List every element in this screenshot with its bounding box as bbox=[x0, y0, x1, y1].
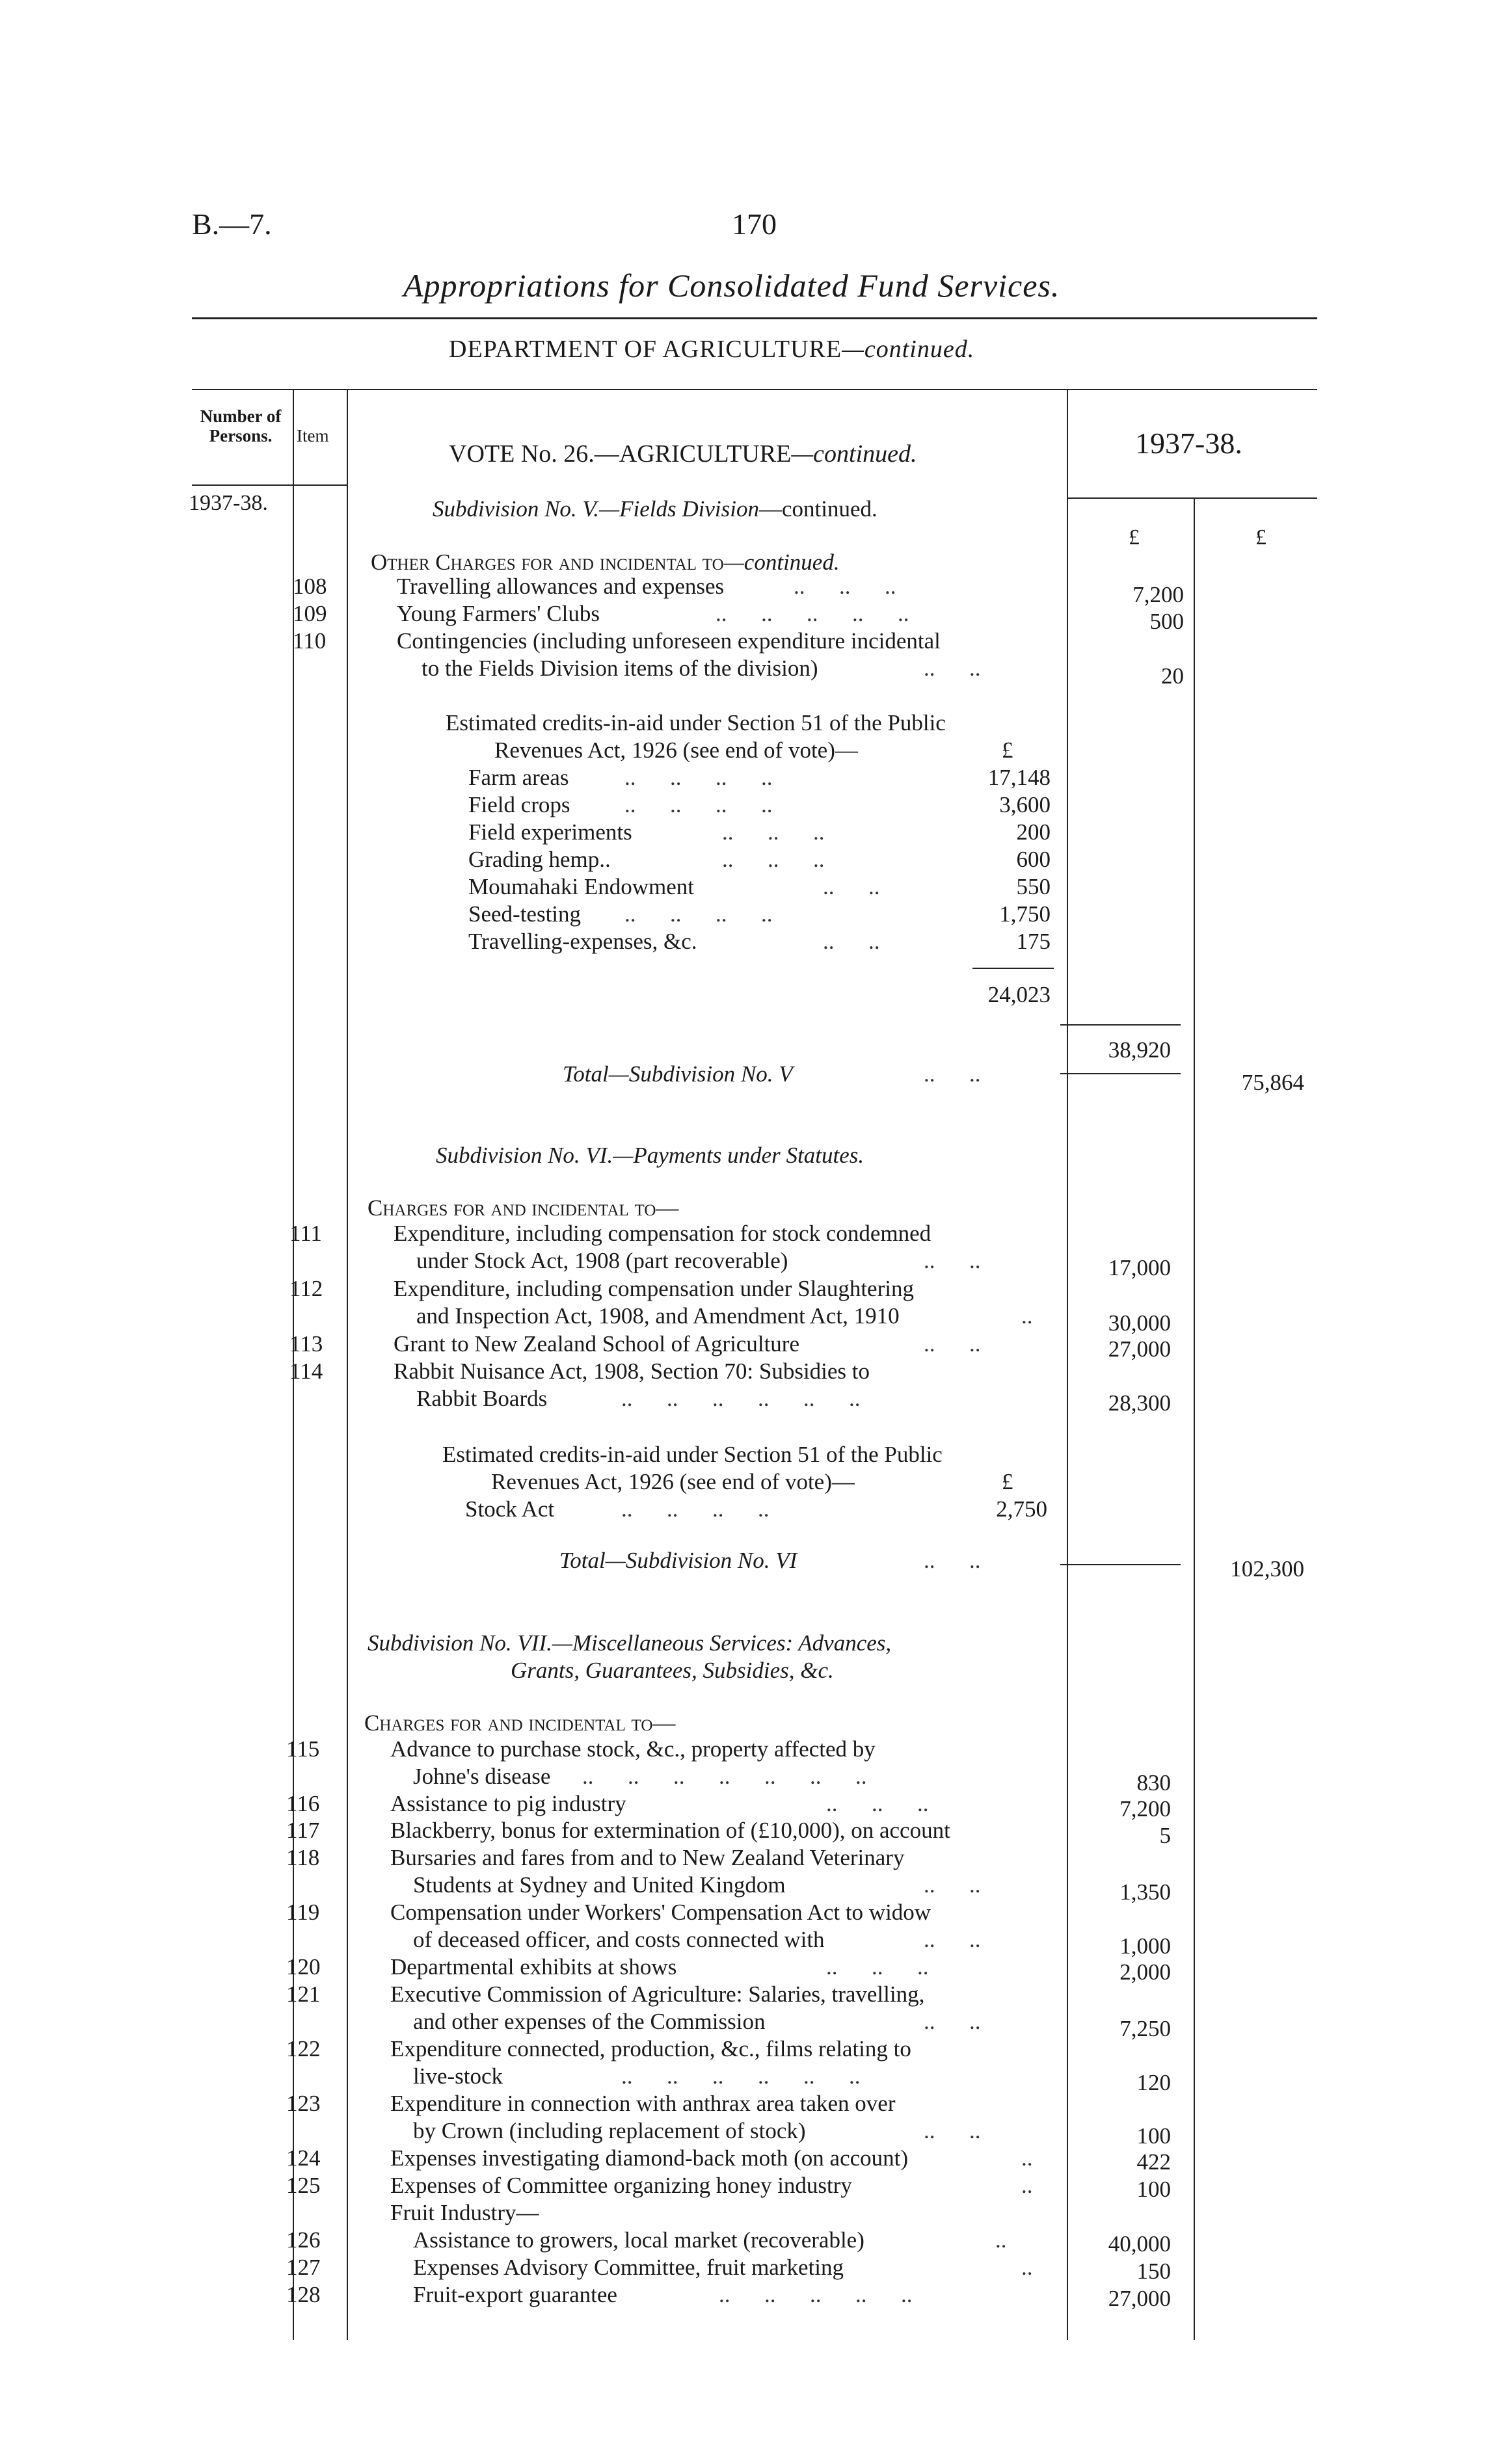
persons-year: 1937-38. bbox=[189, 491, 268, 515]
line-item-amount: 20 bbox=[1161, 663, 1184, 689]
pound-column2: £ bbox=[1255, 525, 1266, 550]
line-item-amount: 40,000 bbox=[1108, 2231, 1171, 2257]
line-item-amount: 7,200 bbox=[1132, 582, 1184, 607]
title-rule bbox=[192, 317, 1317, 319]
leader-dots: .. .. .. .. bbox=[624, 901, 773, 927]
line-item-amount: 30,000 bbox=[1108, 1310, 1171, 1336]
subdivision-v-total-col2: 75,864 bbox=[1241, 1070, 1304, 1095]
credit-label: Stock Act bbox=[465, 1496, 555, 1522]
line-item-label-continued: Johne's disease bbox=[413, 1764, 551, 1789]
line-item-label: Young Farmers' Clubs bbox=[397, 601, 600, 626]
item-number: 109 bbox=[293, 601, 327, 626]
line-item-label-continued: under Stock Act, 1908 (part recoverable) bbox=[416, 1248, 788, 1273]
leader-dots: .. .. .. .. bbox=[624, 765, 773, 790]
line-item-amount: 830 bbox=[1136, 1770, 1171, 1795]
item-column-divider bbox=[347, 389, 348, 2340]
leader-dots: .. .. .. bbox=[826, 1954, 929, 1980]
line-item-amount: 5 bbox=[1159, 1823, 1171, 1848]
credits-intro-continued: Revenues Act, 1926 (see end of vote)— bbox=[494, 737, 858, 763]
item-number: 111 bbox=[289, 1221, 322, 1246]
line-item-label: Expenses of Committee organizing honey industry bbox=[390, 2173, 852, 2198]
credit-amount: 2,750 bbox=[996, 1496, 1047, 1522]
credits-intro: Estimated credits-in-aid under Section 51 of the Public bbox=[446, 710, 946, 735]
leader-dots: .. .. .. bbox=[794, 574, 896, 599]
line-item-label: Grant to New Zealand School of Agriculture bbox=[394, 1331, 799, 1357]
item-number: 122 bbox=[286, 2036, 321, 2061]
line-item-amount: 120 bbox=[1136, 2070, 1171, 2095]
leader-dots: .. bbox=[1021, 2255, 1033, 2280]
leader-dots: .. .. bbox=[924, 1872, 981, 1898]
credits-intro: Estimated credits-in-aid under Section 51 of the Public bbox=[442, 1442, 943, 1467]
credits-pound: £ bbox=[1002, 737, 1013, 763]
leader-dots: .. .. .. .. .. .. bbox=[621, 2063, 861, 2089]
leader-dots: .. .. bbox=[924, 1927, 981, 1952]
subdivision-vi-title: Subdivision No. VI.—Payments under Statutes. bbox=[436, 1143, 864, 1168]
credit-amount: 550 bbox=[1016, 874, 1051, 899]
line-item-label: Expenditure, including compensation for stock condemned bbox=[394, 1221, 931, 1246]
line-item-amount: 27,000 bbox=[1108, 1336, 1171, 1362]
line-item-label-continued: Students at Sydney and United Kingdom bbox=[413, 1872, 786, 1898]
line-item-label: Expenses investigating diamond-back moth (on account) bbox=[390, 2145, 909, 2171]
leader-dots: .. .. bbox=[924, 1248, 981, 1273]
item-number: 108 bbox=[293, 574, 327, 599]
line-item-label-continued: Rabbit Boards bbox=[416, 1386, 548, 1411]
item-number: 123 bbox=[286, 2091, 321, 2116]
credit-amount: 200 bbox=[1016, 819, 1051, 845]
line-item-amount: 7,200 bbox=[1119, 1796, 1171, 1822]
subdivision-v-total-label: Total—Subdivision No. V bbox=[563, 1061, 793, 1087]
item-number: 110 bbox=[293, 628, 327, 654]
credit-amount: 175 bbox=[1016, 929, 1051, 954]
line-item-label: Rabbit Nuisance Act, 1908, Section 70: Subsidies to bbox=[394, 1358, 870, 1384]
line-item-label: Assistance to growers, local market (recoverable) bbox=[413, 2227, 864, 2253]
line-item-label: Contingencies (including unforeseen expenditure incidental bbox=[397, 628, 941, 654]
line-item-label: Departmental exhibits at shows bbox=[390, 1954, 677, 1980]
credit-label: Field crops bbox=[468, 792, 570, 817]
subtotal-rule bbox=[1060, 1564, 1181, 1565]
leader-dots: .. .. .. bbox=[722, 847, 825, 872]
leader-dots: .. bbox=[995, 2227, 1007, 2253]
credit-amount: 600 bbox=[1016, 847, 1051, 872]
persons-header-rule bbox=[192, 484, 348, 486]
line-item-amount: 422 bbox=[1136, 2149, 1171, 2175]
item-number: 126 bbox=[286, 2227, 321, 2253]
leader-dots: .. bbox=[1021, 2145, 1033, 2171]
line-item-label: Fruit-export guarantee bbox=[413, 2282, 617, 2307]
page-number: 170 bbox=[732, 207, 777, 241]
leader-dots: .. .. bbox=[924, 656, 981, 681]
subdivision-vii-title-continued: Grants, Guarantees, Subsidies, &c. bbox=[511, 1658, 834, 1683]
subdivision-v-title: Subdivision No. V.—Fields Division—continued. bbox=[433, 496, 877, 522]
credits-pound: £ bbox=[1002, 1469, 1013, 1494]
line-item-amount: 28,300 bbox=[1108, 1390, 1171, 1416]
year-header-rule bbox=[1067, 497, 1317, 499]
item-number: 128 bbox=[286, 2282, 321, 2307]
subdivision-v-total-col1: 38,920 bbox=[1108, 1037, 1171, 1063]
credit-amount: 17,148 bbox=[987, 765, 1051, 790]
line-item-amount: 2,000 bbox=[1119, 1959, 1171, 1985]
pound-column1: £ bbox=[1129, 525, 1140, 550]
department-heading: DEPARTMENT OF AGRICULTURE—continued. bbox=[449, 336, 975, 363]
credits-total: 24,023 bbox=[987, 982, 1051, 1007]
line-item-amount: 150 bbox=[1136, 2259, 1171, 2284]
credit-label: Farm areas bbox=[468, 765, 569, 790]
persons-column-header: Number of Persons. bbox=[200, 406, 282, 445]
item-number: 116 bbox=[286, 1791, 320, 1816]
leader-dots: .. .. bbox=[924, 1331, 981, 1357]
line-item-amount: 7,250 bbox=[1119, 2016, 1171, 2041]
line-item-label: Executive Commission of Agriculture: Salaries, travelling, bbox=[390, 1981, 925, 2007]
vote-heading: VOTE No. 26.—AGRICULTURE—continued. bbox=[449, 440, 917, 468]
credit-amount: 3,600 bbox=[999, 792, 1051, 817]
subtotal-column-divider bbox=[1194, 497, 1195, 2340]
item-number: 117 bbox=[286, 1818, 320, 1843]
credit-label: Moumahaki Endowment bbox=[468, 874, 695, 899]
line-item-amount: 27,000 bbox=[1108, 2286, 1171, 2311]
page-title: Appropriations for Consolidated Fund Services. bbox=[403, 267, 1060, 304]
line-item-amount: 1,350 bbox=[1119, 1879, 1171, 1905]
subtotal-rule-top bbox=[1060, 1024, 1181, 1026]
leader-dots: .. .. bbox=[823, 929, 880, 954]
line-item-label-continued: of deceased officer, and costs connected with bbox=[413, 1927, 825, 1952]
line-item-label: Expenses Advisory Committee, fruit marketing bbox=[413, 2255, 844, 2280]
line-item-label: Expenditure, including compensation under Slaughtering bbox=[394, 1276, 914, 1301]
leader-dots: .. .. .. .. .. bbox=[716, 601, 909, 626]
line-item-amount: 100 bbox=[1136, 2123, 1171, 2149]
leader-dots: .. .. .. bbox=[826, 1791, 929, 1816]
line-item-label-continued: live-stock bbox=[413, 2063, 503, 2089]
item-number: 113 bbox=[289, 1331, 323, 1357]
item-column-header: Item bbox=[297, 426, 329, 445]
subdivision-vi-charges-heading: Charges for and incidental to— bbox=[368, 1195, 679, 1221]
item-number: 125 bbox=[286, 2173, 321, 2198]
credit-label: Grading hemp.. bbox=[468, 847, 611, 872]
line-item-amount: 500 bbox=[1149, 609, 1184, 634]
leader-dots: .. bbox=[1021, 1303, 1033, 1329]
line-item-label: Assistance to pig industry bbox=[390, 1791, 626, 1816]
subtotal-rule-bottom bbox=[1060, 1073, 1181, 1074]
leader-dots: .. bbox=[1021, 2173, 1033, 2198]
item-number: 112 bbox=[289, 1276, 323, 1301]
credit-amount: 1,750 bbox=[999, 901, 1051, 927]
item-number: 127 bbox=[286, 2255, 321, 2280]
subdivision-vii-title: Subdivision No. VII.—Miscellaneous Services: Advances, bbox=[368, 1630, 892, 1656]
item-number: 121 bbox=[286, 1981, 321, 2007]
leader-dots: .. .. .. .. .. .. bbox=[621, 1386, 861, 1411]
item-number: 118 bbox=[286, 1845, 320, 1870]
item-number: 115 bbox=[286, 1736, 320, 1762]
line-item-amount: 1,000 bbox=[1119, 1933, 1171, 1959]
subdivision-v-charges-heading: Other Charges for and incidental to—continued. bbox=[371, 550, 840, 575]
line-item-label: Expenditure connected, production, &c., films relating to bbox=[390, 2036, 911, 2061]
line-item-label: Travelling allowances and expenses bbox=[397, 574, 725, 599]
line-item-label-continued: by Crown (including replacement of stock) bbox=[413, 2118, 806, 2143]
item-number: 120 bbox=[286, 1954, 321, 1980]
line-item-label: Bursaries and fares from and to New Zealand Veterinary bbox=[390, 1845, 905, 1870]
leader-dots: .. .. bbox=[924, 2009, 981, 2034]
leader-dots: .. .. .. .. .. .. .. bbox=[582, 1764, 867, 1789]
subdivision-vi-total-label: Total—Subdivision No. VI bbox=[559, 1548, 797, 1573]
item-number: 119 bbox=[286, 1900, 320, 1925]
credit-label: Travelling-expenses, &c. bbox=[468, 929, 697, 954]
line-item-label: Expenditure in connection with anthrax area taken over bbox=[390, 2091, 896, 2116]
leader-dots: .. .. .. .. bbox=[624, 792, 773, 817]
report-code: B.—7. bbox=[192, 207, 272, 241]
line-item-label: Blackberry, bonus for extermination of (£10,000), on account bbox=[390, 1818, 950, 1843]
leader-dots: .. .. bbox=[924, 2118, 981, 2143]
line-item-label-continued: to the Fields Division items of the division) bbox=[422, 656, 818, 681]
leader-dots: .. .. bbox=[924, 1061, 981, 1087]
leader-dots: .. .. .. .. bbox=[621, 1496, 770, 1522]
credits-intro-continued: Revenues Act, 1926 (see end of vote)— bbox=[491, 1469, 855, 1494]
line-item-amount: 17,000 bbox=[1108, 1255, 1171, 1280]
subdivision-vi-total-col2: 102,300 bbox=[1230, 1556, 1304, 1582]
leader-dots: .. .. bbox=[924, 1548, 981, 1573]
credit-label: Seed-testing bbox=[468, 901, 582, 927]
line-item-label: Advance to purchase stock, &c., property affected by bbox=[390, 1736, 876, 1762]
credits-total-rule bbox=[972, 968, 1054, 969]
fruit-industry-heading: Fruit Industry— bbox=[390, 2200, 539, 2225]
item-number: 114 bbox=[289, 1358, 323, 1384]
line-item-label-continued: and Inspection Act, 1908, and Amendment Act, 1910 bbox=[416, 1303, 900, 1329]
item-number: 124 bbox=[286, 2145, 321, 2171]
year-column-header: 1937-38. bbox=[1135, 427, 1242, 460]
credit-label: Field experiments bbox=[468, 819, 632, 845]
line-item-label: Compensation under Workers' Compensation Act to widow bbox=[390, 1900, 931, 1925]
table-top-rule bbox=[192, 389, 1317, 390]
leader-dots: .. .. .. .. .. bbox=[719, 2282, 913, 2307]
line-item-label-continued: and other expenses of the Commission bbox=[413, 2009, 766, 2034]
subdivision-vii-charges-heading: Charges for and incidental to— bbox=[364, 1710, 676, 1736]
leader-dots: .. .. bbox=[823, 874, 880, 899]
leader-dots: .. .. .. bbox=[722, 819, 825, 845]
line-item-amount: 100 bbox=[1136, 2177, 1171, 2202]
